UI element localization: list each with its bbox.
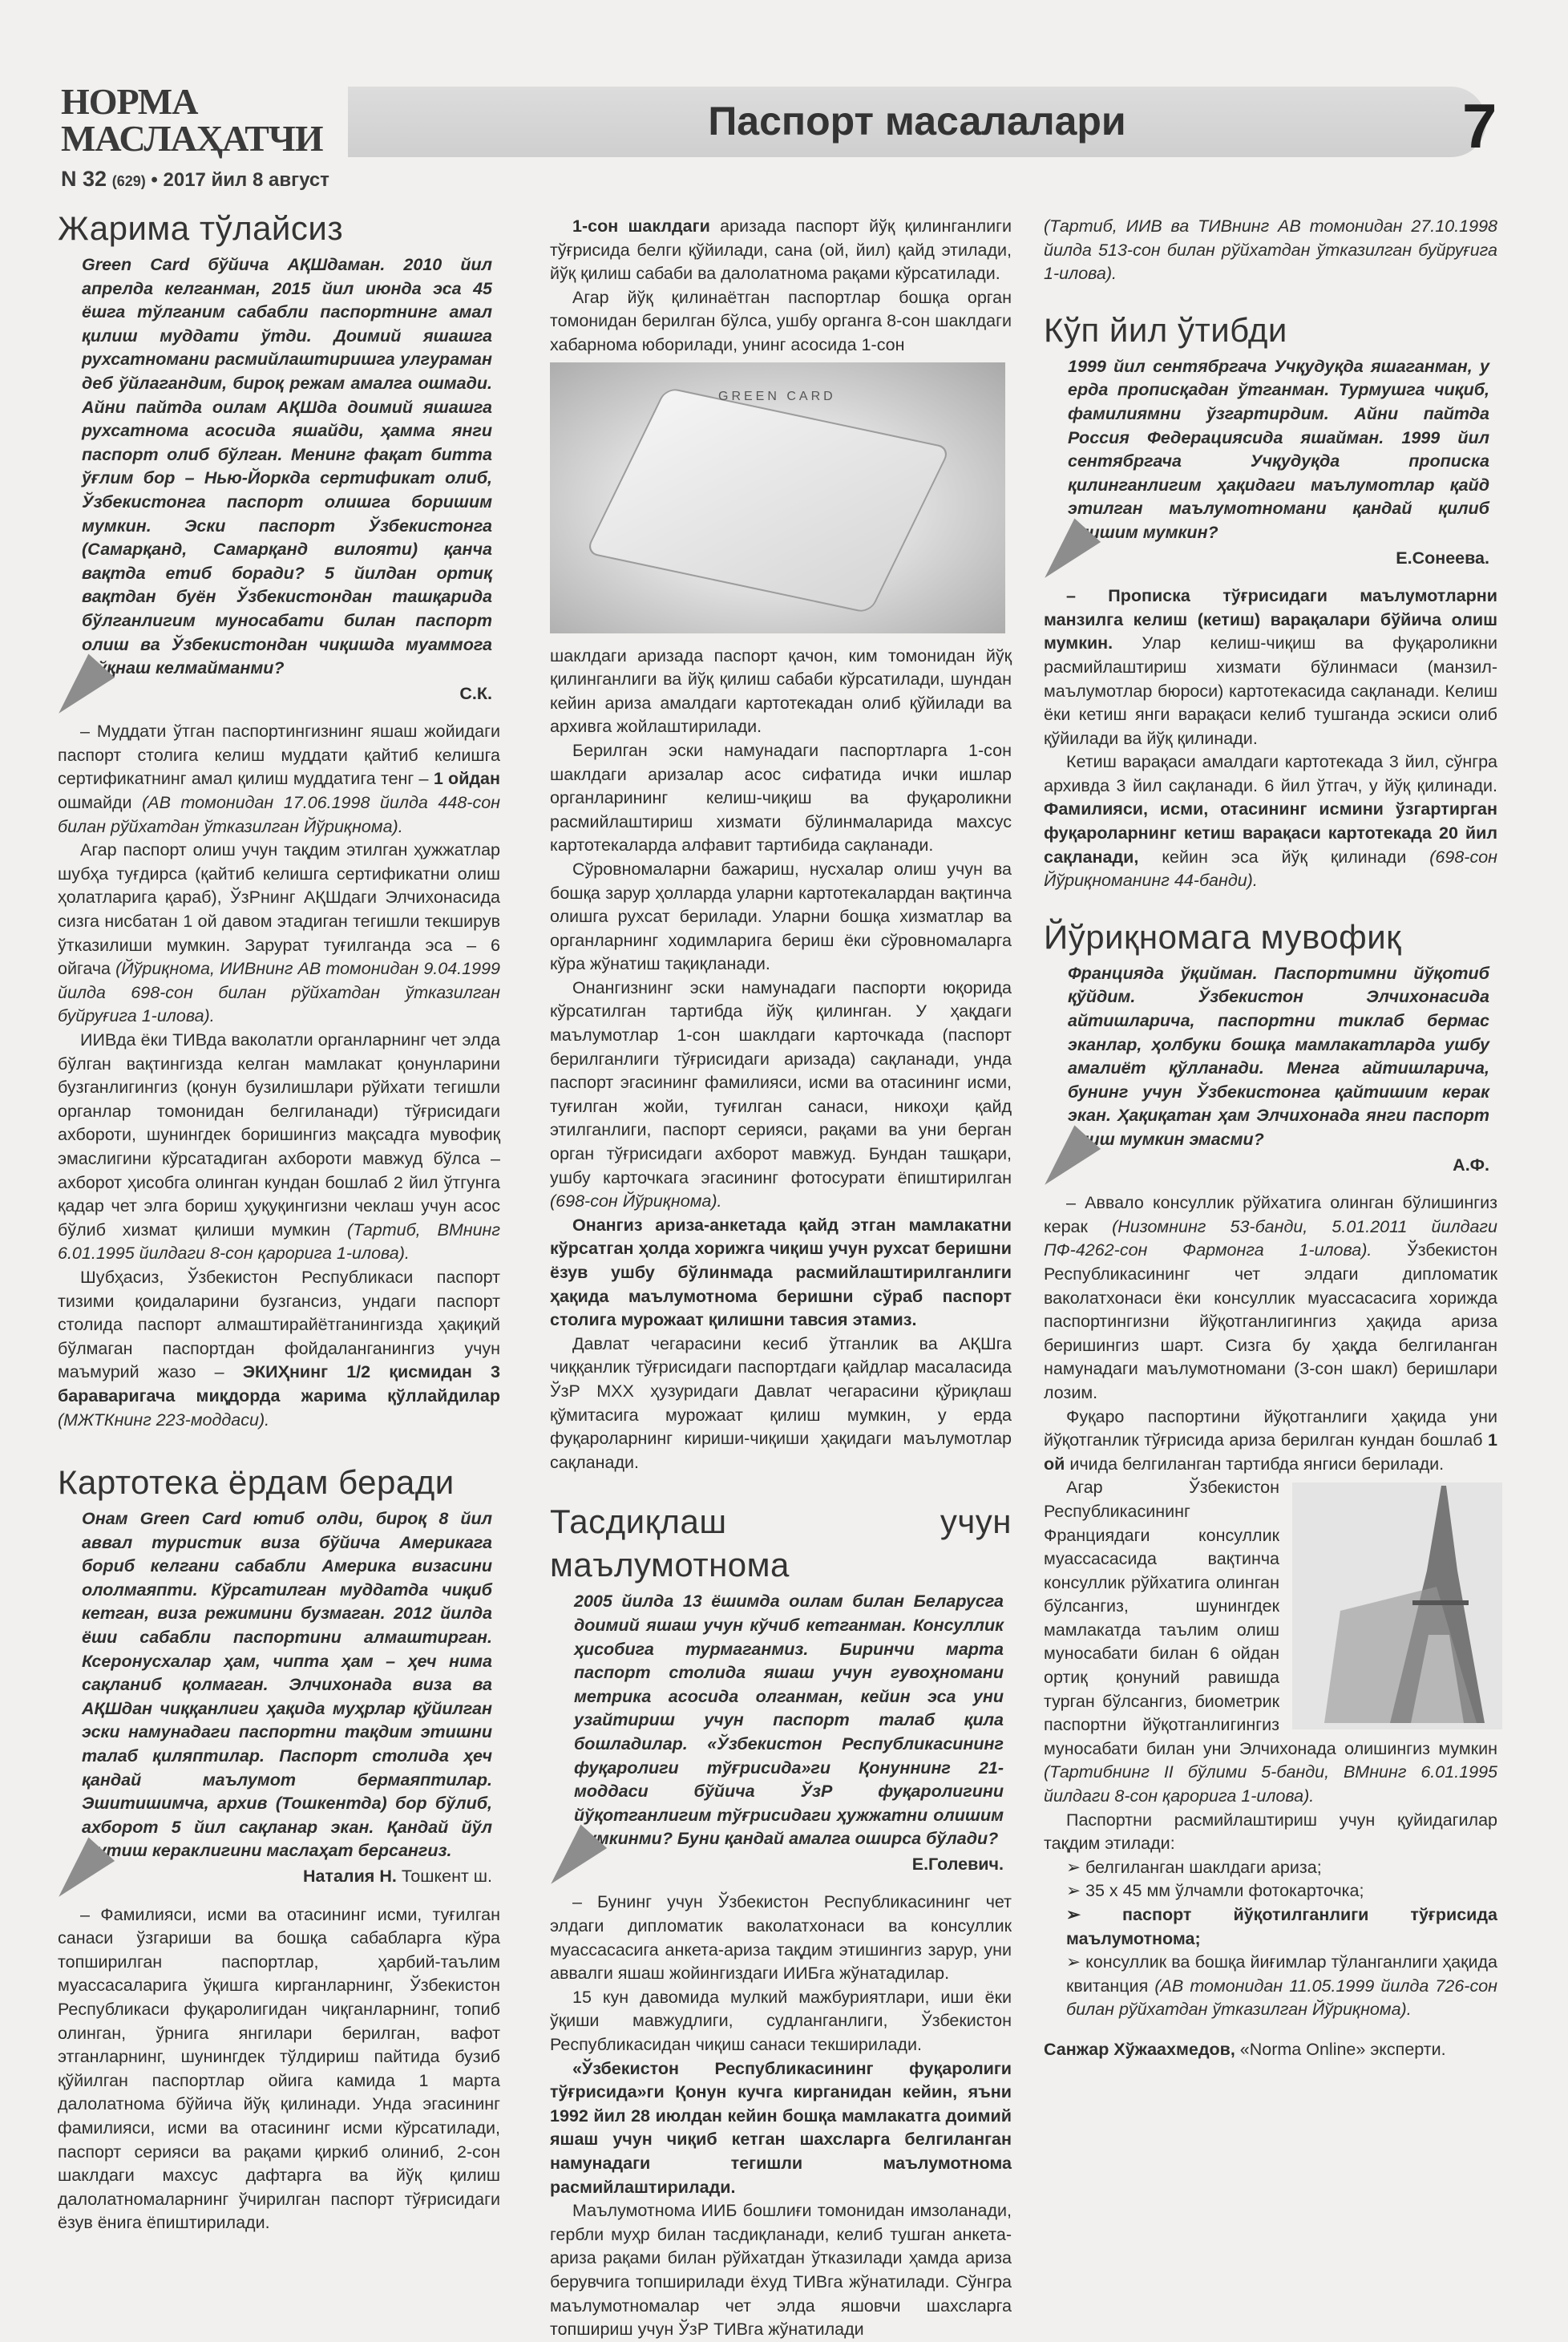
- answer-paragraph: ИИВда ёки ТИВда ваколатли органларнинг чет элда бўлган вақтингизда келган мамлакат қонунларини бузганлигингиз (қонун бузилишлари рўйхати тегишли органлар томонидан белгиланади) тўғрисидаги ахбороти, шунингдек боришингиз мақсадга мувофиқ эмаслигини кўрсатадиган ахбороти мавжуд бўлса – ахборот ҳисобга олинган кундан бошлаб 2 йил ўтгунга қадар чет элга бориш ҳуқуқингизни чеклаш учун асос бўлиб хизмат қилиши мумкин (Тартиб, ВМнинг 6.01.1995 йилдаги 8-сон қарорига 1-илова).: [58, 1030, 500, 1264]
- card-caption: GREEN CARD: [718, 389, 836, 403]
- answer-paragraph: 1-сон шаклдаги аризада паспорт йўқ қилинганлиги тўғрисида белги қўйилади, сана (ой, йил) қайд этилади, йўқ қилиш сабаби ва далолатнома рақами кўрсатилади.: [550, 216, 1012, 284]
- issue-total: (629): [111, 173, 146, 189]
- answer-paragraph: Агар йўқ қилинаётган паспортлар бошқа орган томонидан берилган бўлса, ушбу органга 8-сон шаклдаги хабарнома юборилади, унинг асосида 1-сон: [550, 287, 1012, 354]
- answer-paragraph: Онангиз ариза-анкетада қайд этган мамлакатни кўрсатган ҳолда хорижга чиқиш учун рухсат беришни ёзув ушбу бўлинмада расмийлаштирилганлиги ҳақида маълумотнома беришни сўраб паспорт столига мурожаат қилишни тавсия этамиз.: [550, 1215, 1012, 1330]
- list-item: ➢ 35 х 45 мм ўлчамли фотокарточка;: [1066, 1881, 1364, 1901]
- answer-paragraph: шаклдаги аризада паспорт қачон, ким томонидан йўқ қилинганлиги ва йўқ қилиш сабаби кўрсатилади, шундан кейин ариза амалдаги картотекадан олиб қўйилади ва архивга жойлаштирилади.: [550, 645, 1012, 737]
- question-signature: Е.Сонеева.: [1396, 548, 1489, 568]
- masthead: [61, 83, 333, 192]
- question-signature: А.Ф.: [1453, 1155, 1489, 1175]
- section-bar: [348, 87, 1486, 157]
- question-text: Францияда ўқийман. Паспортимни йўқотиб қўйдим. Ўзбекистон Элчихонасида айтишларича, паспортни тиклаб бермас эканлар, ҳолбуки бошқа мамлакатларда ушбу амалиёт қўлланади. Менга айтишларича, бунинг учун Ўзбекистонга қайтишим керак экан. Ҳақиқатан ҳам Элчихонада янги паспорт олиш мумкин эмасми?: [1068, 963, 1489, 1149]
- question-signature: С.К.: [459, 683, 492, 703]
- question-text: Онам Green Card ютиб олди, бироқ 8 йил аввал туристик виза бўйича Америкага бориб келгани сабабли Америка визасини ололмаяпти. Кўрсатилган муддатда чиқиб кетган, виза режимини бузмаган. 2012 йилда ёши сабабли паспортини алмаштирган. Ксеронусхалар ҳам, чипта ҳам – ҳеч нима сақланиб қолмаган. Элчихонада виза ва АҚШдан чиққанлиги ҳақида муҳрлар қўйилган эски намунадаги паспортни тақдим этишни талаб қиляптилар. Паспорт столида ҳеч қандай маълумот бермаяптилар. Эшитишимча, архив (Тошкентда) бор бўлиб, ахборот 5 йил сақланар экан. Қандай йўл тутиш кераклигини маслаҳат берсангиз.: [82, 1509, 492, 1861]
- card-image: [584, 386, 951, 613]
- answer-paragraph: Кетиш варақаси амалдаги картотекада 3 йил, сўнгра архивда 3 йил сақланади. 6 йил ўтгач, у йўқ қилинади. Фамилияси, исми, отасининг исмини ўзгартирган фуқароларнинг кетиш варақаси картотекада 20 йил сақланади, кейин эса йўқ қилинади (698-сон Йўриқноманинг 44-банди).: [1044, 752, 1497, 891]
- answer-paragraph: – Прописка тўғрисидаги маълумотларни манзилга келиш (кетиш) варақалари бўйича олиш мумкин. Улар келиш-чиқиш ва фуқароликни расмийлаштириш хизмати бўлинмаси (манзил-маълумотлар бюроси) картотекасида сақланади. Келиш ёки кетиш янги варақаси келиб тушганда эскиси олиб қўйилади ва йўқ қилинади.: [1044, 586, 1497, 748]
- reader-question: [74, 1507, 497, 1889]
- article-title-many-years: Кўп йил ўтибди: [1044, 310, 1287, 349]
- newspaper-brand: НОРМА МАСЛАҲАТЧИ: [61, 81, 323, 159]
- column-2: [550, 215, 1012, 2342]
- answer-paragraph: Агар Ўзбекистон Республикасининг Франциядаги консуллик муассасасида вақтинча консуллик рўйхатига олинган бўлсангиз, шунингдек мамлакатда таълим олиш муносабати билан 6 ойдан ортиқ қонуний равишда турган бўлсангиз, биометрик паспортни йўқотганлигингиз муносабати билан уни Элчихонада олишингиз мумкин (Тартибнинг II бўлими 5-банди, ВМнинг 6.01.1995 йилдаги 8-сон қарорига 1-илова).: [1044, 1478, 1497, 1806]
- answer-paragraph: Шубҳасиз, Ўзбекистон Республикаси паспорт тизими қоидаларини бузгансиз, ундаги паспорт столида паспорт алмаштирайётганингизда ҳақиқий бўлмаган паспортдан фойдаланганингиз учун маъмурий жазо – ЭКИҲнинг 1/2 қисмидан 3 бараваригача миқдорда жарима қўллайдилар (МЖТКнинг 223-моддаси).: [58, 1267, 500, 1430]
- answer-paragraph: «Ўзбекистон Республикасининг фуқаролиги тўғрисида»ги Қонун кучга кирганидан кейин, яъни 1992 йил 28 июлдан кейин бошқа мамлакатга доимий яшаш учун чиқиб кетган шахсларга белгиланган намунадаги тегишли маълумотнома расмийлаштирилади.: [550, 2058, 1012, 2197]
- answer-paragraph: Паспортни расмийлаштириш учун қуйидагилар тақдим этилади:: [1044, 1810, 1497, 1854]
- question-text: 2005 йилда 13 ёшимда оилам билан Беларусга доимий яшаш учун кўчиб кетганман. Консуллик ҳисобига турмаганмиз. Биринчи марта паспорт столида яшаш учун гувоҳномани метрика асосида олганман, кейин эса уни узайтириш учун паспорт талаб қила бошладилар. «Ўзбекистон Республикасининг фуқаролиги тўғрисида»ги Қонуннинг 21-моддаси бўйича ЎзР фуқаролигини йўқотганлигим тўғрисидаги ҳужжатни олишим мумкинми? Буни қандай амалга оширса бўлади?: [574, 1592, 1004, 1849]
- issue-info: [61, 167, 333, 192]
- answer-paragraph: Фуқаро паспортини йўқотганлиги ҳақида уни йўқотганлик тўғрисида ариза берилган кундан бошлаб 1 ой ичида белгиланган тартибда янгиси берилади.: [1044, 1406, 1497, 1474]
- article-title-card-index: Картотека ёрдам беради: [58, 1463, 455, 1502]
- column-3: [1044, 215, 1497, 2062]
- issue-date: • 2017 йил 8 август: [151, 169, 329, 191]
- answer-paragraph: – Бунинг учун Ўзбекистон Республикасининг чет элдаги дипломатик ваколатхонаси ва консуллик муассасасига анкета-ариза тақдим этишингиз зарур, уни аввалги яшаш жойингиздаги ИИБга жўнатадилар.: [550, 1892, 1012, 1984]
- question-signature: Е.Голевич.: [911, 1854, 1004, 1874]
- author-signoff: Санжар Хўжаахмедов, «Norma Online» эксперти.: [1044, 2039, 1446, 2059]
- issue-number: N 32: [61, 167, 107, 191]
- eiffel-tower-photo: [1292, 1482, 1502, 1729]
- article-title-certificate: Тасдиқлаш учун маълумотнома: [550, 1503, 1012, 1584]
- answer-paragraph: – Муддати ўтган паспортингизнинг яшаш жойидаги паспорт столига келиш муддати қайтиб келишга сертификатнинг амал қилиш муддатига тенг – 1 ойдан ошмайди (АВ томонидан 17.06.1998 йилда 448-сон билан рўйхатдан ўтказилган Йўриқнома).: [58, 722, 500, 836]
- column-1: [58, 207, 500, 2235]
- green-card-photo: [550, 362, 1005, 633]
- question-text: 1999 йил сентябргача Учқудуқда яшаганман, у ерда прописқадан ўтганман. Турмушга чиқиб, фамилиямни ўзгартирдим. Айни пайтда Россия Федерациясида яшайман. 1999 йил сентябргача Учқудуқда прописка қилинганлигим ҳақидаги маълумотлар қайд этилган маълумотномани қандай қилиб олишим мумкин?: [1068, 356, 1489, 542]
- list-item: ➢ белгиланган шаклдаги ариза;: [1066, 1857, 1322, 1877]
- list-item: ➢ консуллик ва бошқа йиғимлар тўланганлиги ҳақида квитанция (АВ томонидан 11.05.1999 йилда 726-сон билан рўйхатдан ўтказилган Йўриқнома).: [1066, 1952, 1497, 2020]
- answer-paragraph: Онангизнинг эски намунадаги паспорти юқорида кўрсатилган тартибда йўқ қилинган. У ҳақдаги маълумотлар 1-сон шаклдаги карточкада (паспорт берилганлиги тўғрисидаги аризада) сақланади, унда паспорт эгасининг фамилияси, исми ва отасининг исми, туғилган жойи, туғилган санаси, никоҳи қайд этилганлиги, паспорт серияси, рақами ва уни берган орган тўғрисидаги ахборот мавжуд. Бундан ташқари, ушбу карточкага эгасининг фотосурати ёпиштирилган (698-сон Йўриқнома).: [550, 977, 1012, 1211]
- article-title-fine: Жарима тўлайсиз: [58, 209, 344, 247]
- section-title: Паспорт масалалари: [708, 99, 1126, 144]
- answer-paragraph: (Тартиб, ИИВ ва ТИВнинг АВ томонидан 27.10.1998 йилда 513-сон билан рўйхатдан ўтказилган буйруғига 1-илова).: [1044, 216, 1497, 284]
- answer-paragraph: – Фамилияси, исми ва отасининг исми, туғилган санаси ўзгариши ва бошқа сабабларга кўра топширилган паспортлар, ҳарбий-таълим муассасаларига ўқишга кирганларнинг, Ўзбекистон Республикаси фуқаролигидан чиқганларнинг, топиб олинган, ўрнига янгилари берилган, вафот этганларнинг, шунингдек тўлдириш пайтида бузиб қўйилган паспортлар ойига камида 1 марта далолатнома бўйича йўқ қилинади. Унда эгасининг фамилияси, исми ва отасининг исми кўрсатилади, паспорт серияси ва рақами қиркиб олиниб, 2-сон шаклдаги махсус дафтарга ва йўқ қилиш далолатномаларнинг ўчирилган паспорт тўғрисидаги ёзув ёнига ёпиштирилади.: [58, 1904, 500, 2233]
- question-text: Green Card бўйича АҚШдаман. 2010 йил апрелда келганман, 2015 йил июнда эса 45 ёшга тўлганим сабабли паспортнинг амал қилиш муддати ўтди. Доимий яшашга рухсатномани расмийлаштиришга улгураман деб ўйлагандим, бироқ режам амалга ошмади. Айни пайтда оилам АҚШда доимий яшашга рухсатнома асосида яшайди, ҳамма янги паспорт олиб бўлган. Менинг фақат битта ўғлим бор – Нью-Йоркда сертификат олиб, Ўзбекистонга паспорт олишга боришим мумкин. Эски паспорт Ўзбекистонга (Самарқанд, Самарқанд вилояти) қанча вақтда етиб боради? 5 йилдан ортиқ вақтдан буён Ўзбекистондан ташқарида бўлганлигим муносабати билан паспорт олиш ва Ўзбекистондан чиқишда муаммога тўқнаш келмайманми?: [82, 255, 492, 678]
- reader-question: [1060, 962, 1494, 1177]
- answer-paragraph: Давлат чегарасини кесиб ўтганлик ва АҚШга чиққанлик тўғрисидаги паспортдаги қайдлар масаласида ЎзР МХХ ҳузуридаги Давлат чегарасини қўриқлаш қўмитасига мурожаат қилиш мумкин, у ерда фуқароларнинг кириши-чиқиши ҳақидаги маълумотлар сақланади.: [550, 1333, 1012, 1472]
- reader-question: [74, 253, 497, 706]
- answer-paragraph: Берилган эски намунадаги паспортларга 1-сон шаклдаги аризалар асос сифатида ички ишлар органларининг келиш-чиқиш ва фуқароликни расмийлаштириш хизмати бўлинмаларида махсус картотекаларда алфавит тартибида сақланади.: [550, 740, 1012, 855]
- answer-paragraph: 15 кун давомида мулкий мажбуриятлари, иши ёки ўқиши мавжудлиги, судланганлиги, Ўзбекистон Республикасидан чиқиш санаси текширилади.: [550, 1987, 1012, 2055]
- answer-paragraph: – Аввало консуллик рўйхатига олинган бўлишингиз керак (Низомнинг 53-банди, 5.01.2011 йилдаги ПФ-4262-сон Фармонга 1-илова). Ўзбекистон Республикасининг чет элдаги дипломатик ваколатхонаси ёки консуллик муассасасига хорижда паспортингизни йўқотганлигингиз ҳақида ариза беришингиз шарт. Сизга бу ҳақда белгиланган намунадаги маълумотномани (3-сон шакл) беришлари лозим.: [1044, 1193, 1497, 1402]
- answer-paragraph: Сўровномаларни бажариш, нусхалар олиш учун ва бошқа зарур ҳолларда уларни картотекалардан вақтинча олишга рухсат берилади. Уларни бошқа хизматлар ва органларнинг ходимларига бериш ёки сўровномаларга кўра жўнатиш тақиқланади.: [550, 859, 1012, 974]
- list-item: ➢ паспорт йўқотилганлиги тўғрисида маълумотнома;: [1066, 1905, 1497, 1948]
- article-title-per-instruction: Йўриқномага мувофиқ: [1044, 917, 1402, 956]
- reader-question: [1060, 355, 1494, 570]
- question-signature: Наталия Н. Тошкент ш.: [302, 1867, 492, 1886]
- reader-question: [566, 1590, 1008, 1876]
- answer-paragraph: Агар паспорт олиш учун тақдим этилган ҳужжатлар шубҳа туғдирса (қайтиб келишга сертификатни олиш ҳолатларига қараб), ЎзРнинг АҚШдаги Элчихонасида сизга нисбатан 1 ой давом этадиган тегишли текширув ўтказилиши мумкин. Зарурат туғилганда эса – 6 ойгача (Йўриқнома, ИИВнинг АВ томонидан 9.04.1999 йилда 698-сон билан рўйхатдан ўтказилган буйруғига 1-илова).: [58, 840, 500, 1026]
- page-number: 7: [1462, 91, 1497, 161]
- answer-paragraph: Маълумотнома ИИБ бошлиғи томонидан имзоланади, гербли муҳр билан тасдиқланади, келиб тушган анкета-ариза рақами билан рўйхатдан ўтказилади ҳамда ариза берувчига топширилади ёхуд ТИВга жўнатилади. Сўнгра маълумотномалар чет элда яшовчи шахсларга топшириш учун ЎзР ТИВга жўнатилади: [550, 2201, 1012, 2340]
